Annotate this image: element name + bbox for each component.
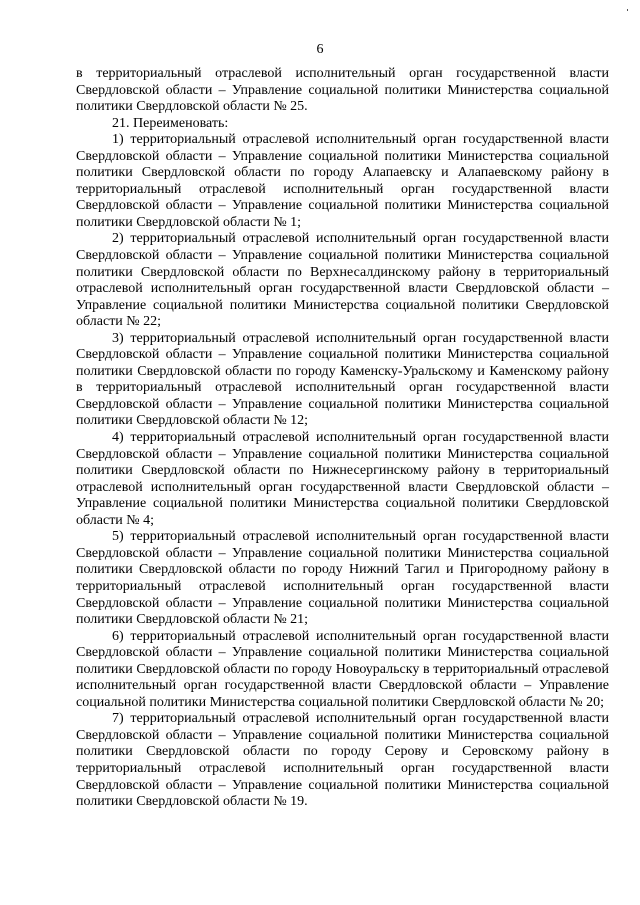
paragraph-subitem-3: 3) территориальный отраслевой исполнительный орган государственной власти Свердловской области – Управление социальной политики Министерства социальной политики Свердловской области по городу Каменску-Уральскому и Каменскому району в территориальный отраслевой исполнительный орган государственной власти Свердловской области – Управление социальной политики Министерства социальной политики Свердловской области № 12; [76,330,609,429]
scan-mark [627,9,628,11]
paragraph-subitem-4: 4) территориальный отраслевой исполнительный орган государственной власти Свердловской области – Управление социальной политики Министерства социальной политики Свердловской области по Нижнесергинскому району в территориальный отраслевой исполнительный орган государственной власти Свердловской области – Управление социальной политики Министерства социальной политики Свердловской области № 4; [76,430,609,528]
page-number: 6 [316,42,324,57]
paragraph-subitem-2: 2) территориальный отраслевой исполнительный орган государственной власти Свердловской области – Управление социальной политики Министерства социальной политики Свердловской области по Верхнесалдинскому району в территориальный отраслевой исполнительный орган государственной власти Свердловской области – Управление социальной политики Министерства социальной политики Свердловской области № 22; [76,231,609,330]
paragraph-item-21: 21. Переименовать: [112,115,229,131]
paragraph-subitem-5: 5) территориальный отраслевой исполнительный орган государственной власти Свердловской области – Управление социальной политики Министерства социальной политики Свердловской области по городу Нижний Тагил и Пригородному району в территориальный отраслевой исполнительный орган государственной власти Свердловской области – Управление социальной политики Министерства социальной политики Свердловской области № 21; [76,529,609,628]
paragraph-subitem-6: 6) территориальный отраслевой исполнительный орган государственной власти Свердловской области – Управление социальной политики Министерства социальной политики Свердловской области по городу Новоуральску в территориальный отраслевой исполнительный орган государственной власти Свердловской области – Управление социальной политики Министерства социальной политики Свердловской области № 20; [76,628,609,710]
paragraph-subitem-1: 1) территориальный отраслевой исполнительный орган государственной власти Свердловской области – Управление социальной политики Министерства социальной политики Свердловской области по городу Алапаевску и Алапаевскому району в территориальный отраслевой исполнительный орган государственной власти Свердловской области – Управление социальной политики Министерства социальной политики Свердловской области № 1; [76,132,609,230]
paragraph-continuation: в территориальный отраслевой исполнительный орган государственной власти Свердловской области – Управление социальной политики Министерства социальной политики Свердловской области № 25. [76,66,609,115]
paragraph-subitem-7: 7) территориальный отраслевой исполнительный орган государственной власти Свердловской области – Управление социальной политики Министерства социальной политики Свердловской области по городу Серову и Серовскому району в территориальный отраслевой исполнительный орган государственной власти Свердловской области – Управление социальной политики Министерства социальной политики Свердловской области № 19. [76,711,609,810]
document-body [76,66,609,811]
